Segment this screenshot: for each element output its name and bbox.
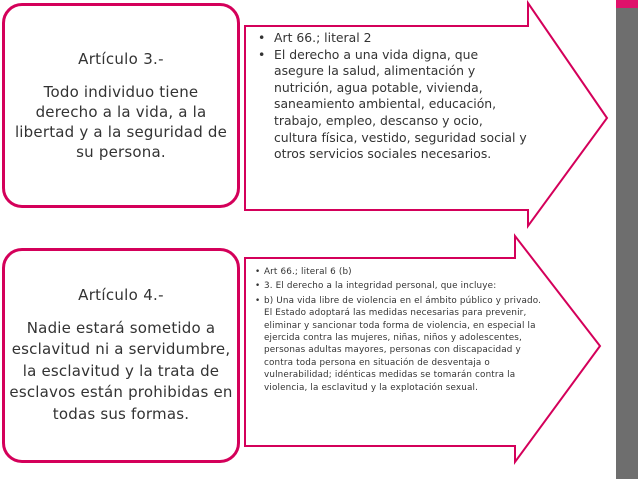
art66-literal2-list [258, 30, 528, 163]
art66-literal6-list [255, 266, 545, 396]
article-4-title: Artículo 4.- [78, 285, 164, 304]
article-4-text: Nadie estará sometido a esclavitud ni a servidumbre, la esclavitud y la trata de esclavos están prohibidas en todas sus formas. [9, 318, 233, 423]
bullet-icon: • [258, 30, 266, 45]
list-item: • 3. El derecho a la integridad personal, que incluye: [255, 281, 497, 292]
list-item: • Art 66.; literal 6 (b) [255, 267, 352, 277]
bullet-icon: • [255, 281, 261, 292]
article-3-title: Artículo 3.- [78, 49, 164, 68]
article-3-box [2, 3, 240, 208]
list-item: • El derecho a una vida digna, que asegure la salud, alimentación y nutrición, agua potable, vivienda, saneamiento ambiental, educación, trabajo, empleo, descanso y ocio, cultura física, vestido, seguridad social y otros servicios sociales necesarios. [258, 46, 527, 162]
list-item: • Art 66.; literal 2 [258, 30, 372, 45]
bullet-icon: • [255, 295, 261, 306]
bullet-icon: • [255, 267, 261, 277]
article-3-text: Todo individuo tiene derecho a la vida, a la libertad y a la seguridad de su persona. [14, 82, 228, 161]
bullet-icon: • [258, 46, 266, 62]
article-4-box [2, 248, 240, 463]
list-item: • b) Una vida libre de violencia en el ámbito público y privado. El Estado adoptará las medidas necesarias para prevenir, eliminar y sancionar toda forma de violencia, en especial la ejercida contra las mujeres, niñas, niños y adolescentes, personas adultas mayores, personas con discapacidad y contra toda persona en situación de desventaja o vulnerabilidad; idénticas medidas se tomarán contra la violencia, la esclavitud y la explotación sexual. [255, 295, 542, 393]
